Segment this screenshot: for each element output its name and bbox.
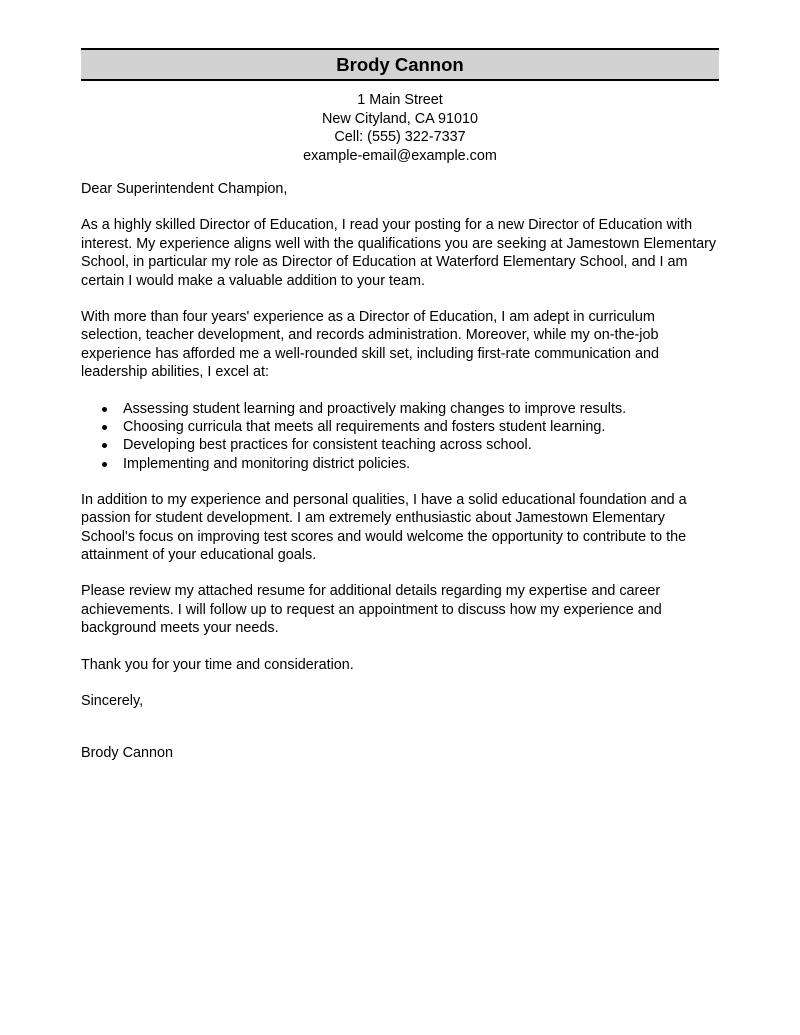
list-item — [81, 455, 719, 473]
contact-phone: Cell: (555) 322-7337 — [334, 129, 466, 145]
list-item-text: Developing best practices for consistent teaching across school. — [123, 437, 532, 454]
list-item — [81, 436, 719, 454]
name-header — [81, 48, 719, 81]
contact-city: New Cityland, CA 91010 — [322, 110, 478, 127]
paragraph-follow-up: Please review my attached resume for additional details regarding my expertise and career achievements. I will follow up to request an appointment to discuss how my experience and background meets your needs. — [81, 583, 662, 637]
list-item-text: Choosing curricula that meets all requirements and fosters student learning. — [123, 418, 606, 435]
closing-line: Sincerely, — [81, 693, 144, 710]
list-item-text: Assessing student learning and proactively making changes to improve results. — [123, 400, 627, 417]
list-item — [81, 400, 719, 418]
skills-list — [81, 400, 719, 473]
salutation: Dear Superintendent Champion, — [81, 181, 288, 197]
contact-email: example-email@example.com — [303, 147, 497, 164]
list-item-text: Implementing and monitoring district policies. — [123, 455, 411, 472]
paragraph-experience: With more than four years' experience as a Director of Education, I am adept in curriculum selection, teacher development, and records administration. Moreover, while my on-the-job experience has afforded me a well-rounded skill set, including first-rate communication and leadership abilities, I excel at: — [81, 309, 660, 381]
bullet-icon — [102, 462, 107, 467]
paragraph-education: In addition to my experience and personal qualities, I have a solid educational foundation and a passion for student development. I am extremely enthusiastic about Jamestown Elementary School's focus on improving test scores and would welcome the opportunity to contribute to the attainment of your educational goals. — [81, 491, 687, 564]
paragraph-intro: As a highly skilled Director of Education, I read your posting for a new Director of Education with interest. My experience aligns well with the qualifications you are seeking at Jamestown Elementary School, in particular my role as Director of Education at Waterford Elementary School, and I am certain I would make a valuable addition to your team. — [81, 217, 717, 289]
signature-name: Brody Cannon — [81, 744, 174, 761]
applicant-name: Brody Cannon — [336, 54, 464, 75]
letter-body — [81, 180, 719, 762]
bullet-icon — [102, 407, 107, 412]
bullet-icon — [102, 443, 107, 448]
contact-block — [81, 91, 719, 165]
list-item — [81, 418, 719, 436]
bullet-icon — [102, 425, 107, 430]
contact-street: 1 Main Street — [357, 92, 443, 108]
thank-you-line: Thank you for your time and consideration. — [81, 656, 354, 673]
cover-letter-page — [81, 48, 719, 762]
